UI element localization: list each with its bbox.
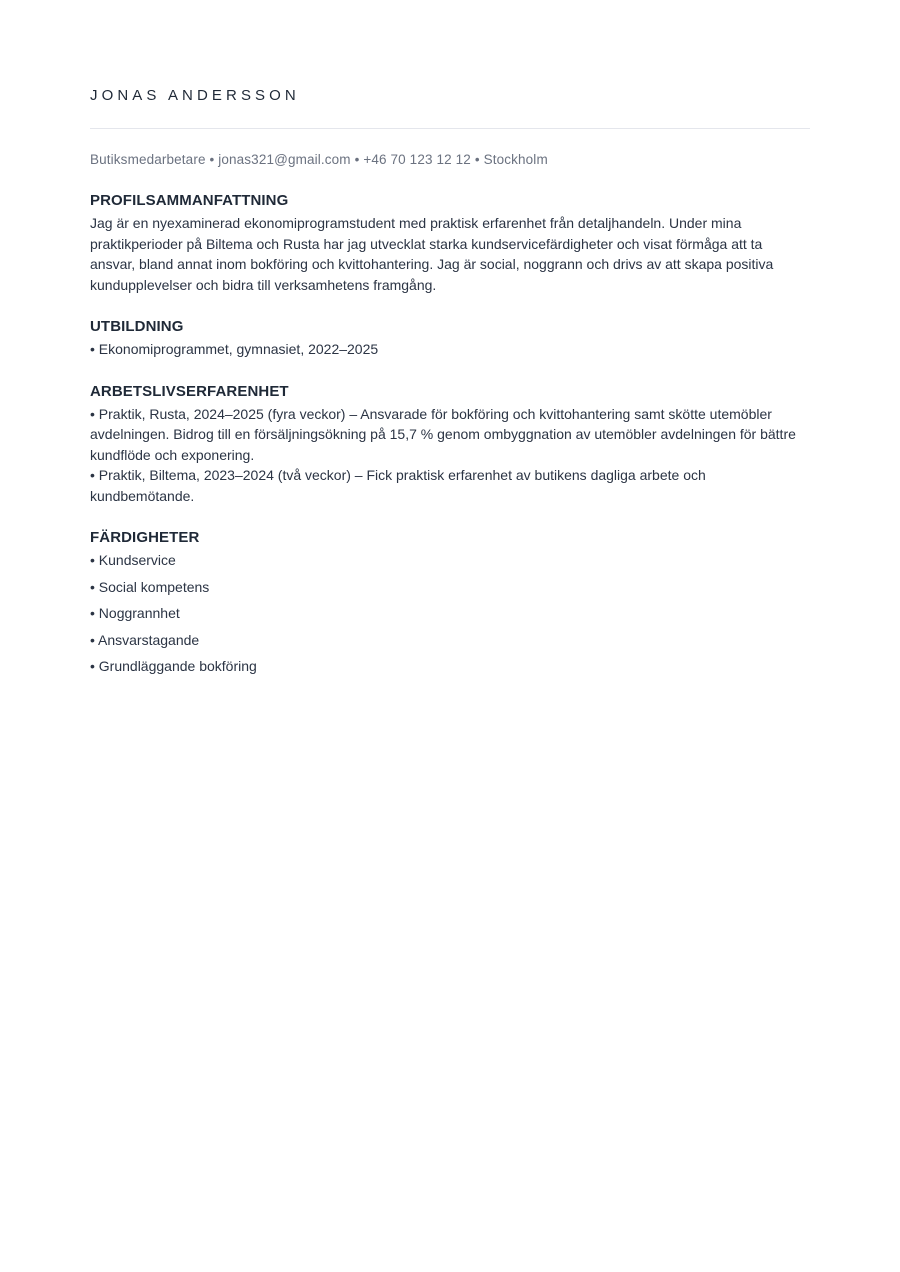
section-title-skills: FÄRDIGHETER — [90, 529, 200, 547]
experience-list — [90, 404, 810, 506]
section-title-education: UTBILDNING — [90, 318, 184, 336]
profile-summary-text: Jag är en nyexaminerad ekonomiprogramstudent med praktisk erfarenhet från detaljhandeln. Under mina praktikperioder på Biltema och Rusta har jag utvecklat starka kundservicefärdigheter och visat förmåga att ta ansvar, bland annat inom bokföring och kvittohantering. Jag är social, noggrann och drivs av att skapa positiva kundupplevelser och bidra till verksamhetens framgång. — [90, 215, 774, 293]
education-list — [90, 339, 810, 359]
list-item: • Praktik, Rusta, 2024–2025 (fyra veckor) – Ansvarade för bokföring och kvittohantering samt skötte utemöbler avdelningen. Bidrog till en försäljningsökning på 15,7 % genom ombyggnation av utemöbler avdelningen för bättre kundflöde och exponering. — [90, 406, 796, 463]
list-item: • Praktik, Biltema, 2023–2024 (två veckor) – Fick praktisk erfarenhet av butikens dagliga arbete och kundbemötande. — [90, 467, 706, 504]
list-item: • Ansvarstagande — [90, 631, 200, 648]
page-title: JONAS ANDERSSON — [90, 87, 300, 104]
list-item: • Grundläggande bokföring — [90, 658, 257, 675]
section-skills — [90, 528, 810, 676]
skills-list — [90, 550, 810, 676]
section-title-experience: ARBETSLIVSERFARENHET — [90, 382, 289, 400]
section-experience — [90, 382, 810, 506]
list-item: • Noggrannhet — [90, 605, 180, 622]
section-profile — [90, 191, 810, 295]
header-divider — [90, 128, 810, 129]
section-title-profile: PROFILSAMMANFATTNING — [90, 192, 289, 210]
list-item: • Kundservice — [90, 552, 176, 569]
section-education — [90, 317, 810, 360]
contact-line: Butiksmedarbetare • jonas321@gmail.com • +46 70 123 12 12 • Stockholm — [90, 151, 548, 167]
list-item: • Ekonomiprogrammet, gymnasiet, 2022–2025 — [90, 341, 379, 358]
list-item: • Social kompetens — [90, 578, 210, 595]
